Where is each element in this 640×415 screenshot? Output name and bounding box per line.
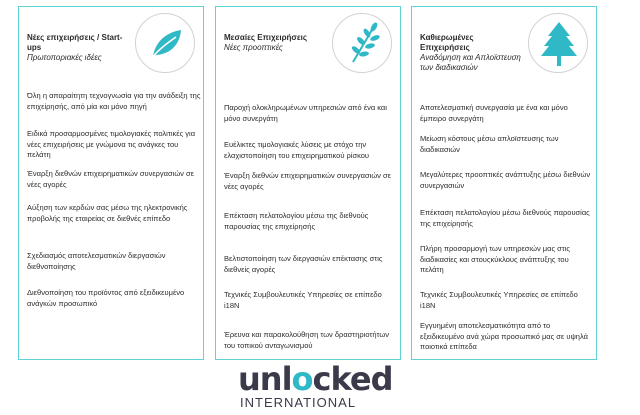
list-item: Τεχνικές Συμβουλευτικές Υπηρεσίες σε επίπεδο i18N	[420, 290, 578, 310]
column-startups	[18, 6, 204, 360]
list-item: Διεθνοποίηση του προϊόντος από εξειδικευμένο ανάγκών προσωπικό	[27, 288, 185, 308]
tree-icon	[528, 13, 588, 73]
list-item: Αύξηση των κερδών σας μέσω της ηλεκτρονικής προβολής της εταιρείας σε διεθνές επίπεδο	[27, 203, 188, 223]
logo-tagline: INTERNATIONAL	[240, 395, 357, 410]
leaf-icon	[135, 13, 195, 73]
list-item: Επέκταση πελατολογίου μέσω της διεθνούς παρουσίας της επιχείρησής	[224, 211, 369, 231]
logo-lock-o: o	[291, 360, 313, 398]
column-header	[27, 33, 132, 63]
column-subtitle: Νέες προοπτικές	[224, 43, 283, 52]
list-item: Ευέλικτες τιμολογιακές λύσεις με στόχο την ελαχιστοποίηση του επιχειρηματικού ρίσκου	[224, 140, 370, 160]
list-item: Πλήρη προσαρμογή των υπηρεσιών μας στις διαδικασίες και στουςκύκλους ανάπτυξης του πελάτη	[420, 244, 571, 274]
list-item: Ειδικά προσαρμοσμένες τιμολογιακές πολιτικές για νέες επιχειρήσεις με γνώμονα τις ανάγκες του πελάτη	[27, 129, 196, 159]
list-item: Μεγαλύτερες προοπτικές ανάπτυξης μέσω διεθνών συνεργασιών	[420, 170, 591, 190]
column-title: Μεσαίες Επιχειρήσεις	[224, 33, 308, 42]
column-header	[420, 33, 525, 73]
list-item: Αποτελεσματική συνεργασία με ένα και μόνο έμπειρο συνεργάτη	[420, 103, 568, 123]
column-subtitle: Πρωτοποριακές ιδέες	[27, 53, 102, 62]
branch-icon	[332, 13, 392, 73]
column-medium	[215, 6, 401, 360]
column-title: Νέες επιχειρήσεις / Start-ups	[27, 33, 123, 52]
list-item: Έναρξη διεθνών επιχειρηματικών συνεργασιών σε νέες αγορές	[27, 169, 194, 189]
list-item: Έναρξη διεθνών επιχειρηματικών συνεργασιών σε νέες αγορές	[224, 171, 391, 191]
logo-wordmark: unlocked	[238, 360, 393, 398]
list-item: Εγγυημένη αποτελεσματικότητα από το εξειδικευμένο ανά χώρα προσωπικό μας σε υψηλά ποιοτικά επίπεδα	[420, 321, 588, 351]
list-item: Όλη η απαραίτητη τεχνογνωσία για την ανάδειξη της επιχείρησής, από μία και μόνο πηγή	[27, 91, 201, 111]
list-item: Βελτιστοποίηση των διεργασιών επέκτασης στις διεθνείς αγορές	[224, 254, 383, 274]
list-item: Μείωση κόστους μέσω απλοϊστευσης των διαδικασιών	[420, 134, 559, 154]
list-item: Τεχνικές Συμβουλευτικές Υπηρεσίες σε επίπεδο i18N	[224, 290, 382, 310]
column-subtitle: Αναδόμηση και Απλοϊστευση των διαδικασιών	[420, 53, 521, 72]
company-logo	[238, 360, 393, 410]
list-item: Παροχή ολοκληρωμένων υπηρεσιών από ένα και μόνο συνεργάτη	[224, 103, 387, 123]
list-item: Έρευνα και παρακολούθηση των δραστηριοτήτων του τοπικού ανταγωνισμού	[224, 330, 390, 350]
column-title: Καθιερωμένες Επιχειρήσεις	[420, 33, 474, 52]
column-established	[411, 6, 597, 360]
list-item: Σχεδιασμός αποτελεσματικών διεργασιών διεθνοποίησης	[27, 251, 166, 271]
list-item: Επέκταση πελατολογίου μέσω διεθνούς παρουσίας της επιχείρησής	[420, 208, 590, 228]
column-header	[224, 33, 329, 53]
